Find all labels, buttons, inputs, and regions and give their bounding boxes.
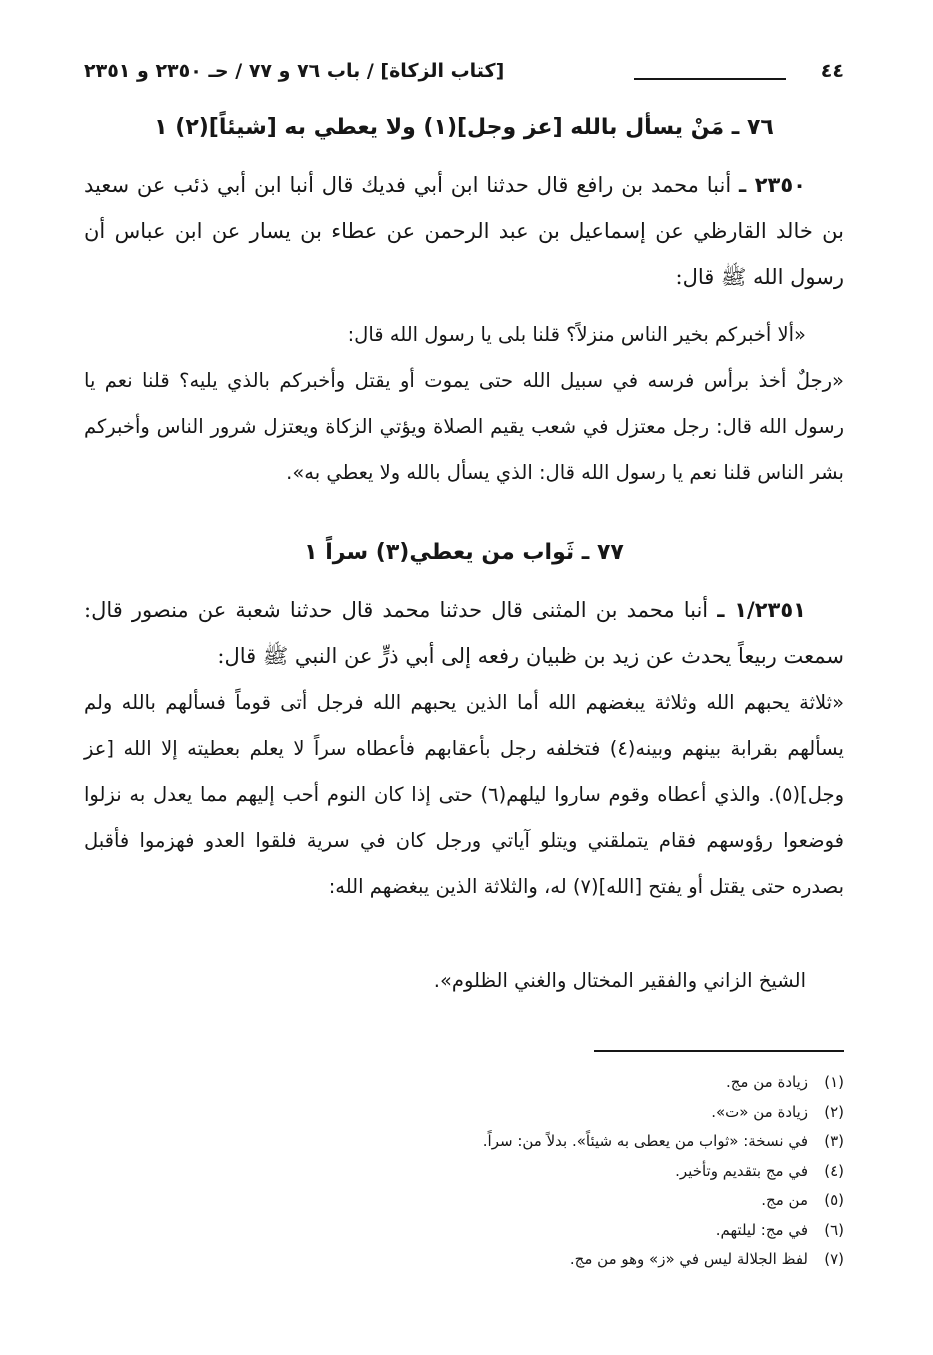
hadith-2350-text-2: «رجلٌ أخذ برأس فرسه في سبيل الله حتى يموت أو يقتل وأخبركم بالذي يليه؟ قلنا نعم يا رسول الله قال: رجل معتزل في شعب يقيم الصلاة ويؤتي الزكاة ويعتزل شرور الناس وأخبركم بشر الناس قلنا نعم يا رسول الله قال: الذي يسأل بالله ولا يعطي به». <box>84 369 844 484</box>
footnote-number: (٤) <box>824 1161 844 1180</box>
footnote-text: في مج: ليلتهم. <box>715 1220 808 1239</box>
footnote-number: (٢) <box>824 1102 844 1121</box>
chapter-heading-76: ٧٦ ـ مَنْ يسأل بالله [عز وجل](١) ولا يعطي به [شيئاً](٢) ١ <box>154 115 774 140</box>
footnote-item <box>244 1127 844 1157</box>
hadith-2351-isnad <box>84 587 844 679</box>
page-header <box>84 60 844 92</box>
footnote-item <box>244 1157 844 1187</box>
footnote-text: في مج بتقديم وتأخير. <box>675 1161 808 1180</box>
footnote-text: لفظ الجلالة ليس في «ز» وهو من مج. <box>569 1250 808 1268</box>
isnad-text: أنبا محمد بن المثنى قال حدثنا محمد قال حدثنا شعبة عن منصور قال: سمعت ربيعاً يحدث عن زيد بن ظبيان رفعه إلى أبي ذرٍّ عن النبي ﷺ قال: <box>84 598 844 668</box>
footnote-text: في نسخة: «ثواب من يعطى به شيئاً». بدلاً من: سراً. <box>482 1132 808 1150</box>
footnote-number: (٣) <box>824 1132 844 1150</box>
footnote-number: (١) <box>824 1073 844 1091</box>
page-number: ٤٤ <box>820 60 844 82</box>
footnote-item <box>244 1098 844 1128</box>
footnote-text: زيادة من مج. <box>725 1073 808 1091</box>
footnote-number: (٦) <box>824 1220 844 1239</box>
running-title: [كتاب الزكاة] / باب ٧٦ و ٧٧ / حـ ٢٣٥٠ و ٢٣٥١ <box>84 60 505 82</box>
footnote-item <box>244 1068 844 1098</box>
chapter-heading-77: ٧٧ ـ ثَواب من يعطي(٣) سراً ١ <box>304 540 624 565</box>
header-rule <box>634 78 786 80</box>
hadith-2350-isnad <box>84 162 844 300</box>
footnote-item <box>244 1216 844 1246</box>
hadith-2351-text-2: الشيخ الزاني والفقير المختال والغني الظلوم». <box>433 969 806 992</box>
footnote-text: من مج. <box>761 1191 808 1209</box>
isnad-text: أنبا محمد بن رافع قال حدثنا ابن أبي فديك قال أنبا ابن أبي ذئب عن سعيد بن خالد القارظي عن إسماعيل بن عبد الرحمن عن عطاء بن يسار عن ابن عباس أن رسول الله ﷺ قال: <box>84 173 844 289</box>
footnotes-list <box>244 1068 844 1275</box>
footnote-item <box>244 1245 844 1275</box>
hadith-number: ٢٣٥٠ ـ <box>739 173 806 197</box>
hadith-2351-text-1: «ثلاثة يحبهم الله وثلاثة يبغضهم الله أما الذين يحبهم الله فرجل أتى قوماً فسألهم بالله ولم يسألهم بقرابة بينهم وبينه(٤) فتخلفه رجل بأعقابهم فأعطاه سراً لا يعلم بعطيته إلا الله [عز وجل](٥). والذي أعطاه وقوم ساروا ليلهم(٦) حتى إذا كان النوم أحب إليهم مما يعدل به نزلوا فوضعوا رؤوسهم فقام يتملقني ويتلو آياتي ورجل كان في سرية فلقوا العدو فهزموا فأقبل بصدره حتى يقتل أو يفتح [الله](٧) له، والثلاثة الذين يبغضهم الله: <box>84 691 844 898</box>
footnote-number: (٥) <box>824 1191 844 1209</box>
footnote-rule <box>594 1050 844 1052</box>
footnote-number: (٧) <box>824 1250 844 1268</box>
hadith-2350-text-1: «ألا أخبركم بخير الناس منزلاً؟ قلنا بلى يا رسول الله قال: <box>347 323 806 346</box>
hadith-number: ١/٢٣٥١ ـ <box>717 598 806 622</box>
footnote-text: زيادة من «ت». <box>711 1102 808 1121</box>
footnote-item <box>244 1186 844 1216</box>
